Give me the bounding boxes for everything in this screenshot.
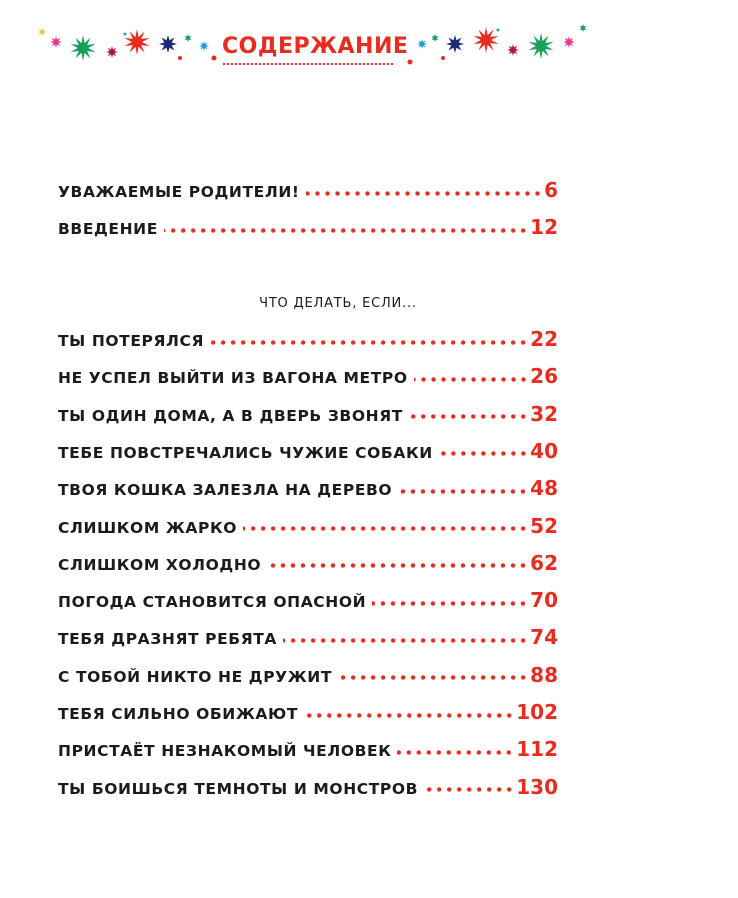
dot-leader <box>338 675 528 680</box>
toc-entry-label: УВАЖАЕМЫЕ РОДИТЕЛИ! <box>58 183 300 201</box>
dot-leader <box>304 713 514 718</box>
dot-leader <box>267 563 528 568</box>
toc-entry[interactable] <box>58 439 558 463</box>
toc-entry[interactable] <box>58 402 558 426</box>
toc-entry[interactable] <box>58 551 558 575</box>
toc-entry-page: 48 <box>530 476 558 501</box>
page-title: СОДЕРЖАНИЕ <box>222 34 409 59</box>
toc-entry-page: 112 <box>516 737 558 762</box>
toc-entry-label: НЕ УСПЕЛ ВЫЙТИ ИЗ ВАГОНА МЕТРО <box>58 369 408 388</box>
toc-entry-label: ТЕБЯ ДРАЗНЯТ РЕБЯТА <box>58 630 278 649</box>
toc-entry-intro-1[interactable] <box>58 215 558 239</box>
toc-entry-page: 130 <box>516 774 558 799</box>
dot-leader <box>372 601 528 606</box>
dot-leader <box>397 750 514 755</box>
toc-entry-page: 74 <box>530 625 558 650</box>
toc-entry[interactable] <box>58 775 558 799</box>
toc-entry-page: 52 <box>530 513 558 538</box>
dot-leader <box>409 414 528 419</box>
table-of-contents <box>58 0 558 898</box>
firework-star <box>563 36 575 48</box>
toc-entry-label: С ТОБОЙ НИКТО НЕ ДРУЖИТ <box>58 667 333 686</box>
toc-entry-label: ТЫ ПОТЕРЯЛСЯ <box>58 332 205 350</box>
dot-leader <box>164 228 528 233</box>
toc-entry-page: 62 <box>530 550 558 575</box>
toc-entry-label: СЛИШКОМ ХОЛОДНО <box>58 555 262 574</box>
toc-entry-page: 32 <box>530 401 558 426</box>
toc-entry[interactable] <box>58 327 558 351</box>
toc-entry-intro-0[interactable] <box>58 178 558 202</box>
toc-entry-label: ПРИСТАЁТ НЕЗНАКОМЫЙ ЧЕЛОВЕК <box>58 742 392 761</box>
section-heading: ЧТО ДЕЛАТЬ, ЕСЛИ... <box>259 296 417 311</box>
toc-entry-label: ТЫ БОИШЬСЯ ТЕМНОТЫ И МОНСТРОВ <box>58 779 419 798</box>
toc-entry[interactable] <box>58 663 558 687</box>
toc-entry[interactable] <box>58 514 558 538</box>
toc-entry-page: 22 <box>530 327 558 351</box>
toc-entry-page: 102 <box>516 700 558 724</box>
toc-entry[interactable] <box>58 476 558 500</box>
toc-entry[interactable] <box>58 625 558 649</box>
dot-leader <box>210 340 528 345</box>
toc-entry-page: 26 <box>530 364 558 389</box>
dot-leader <box>424 787 514 792</box>
dot-leader <box>283 638 528 643</box>
toc-entry-label: ТЕБЕ ПОВСТРЕЧАЛИСЬ ЧУЖИЕ СОБАКИ <box>58 443 433 462</box>
toc-entry-label: ПОГОДА СТАНОВИТСЯ ОПАСНОЙ <box>58 593 367 612</box>
dot-leader <box>306 191 543 196</box>
toc-entry[interactable] <box>58 737 558 761</box>
firework-star <box>580 24 587 32</box>
dot-leader <box>243 526 528 531</box>
toc-entry-label: ТЕБЯ СИЛЬНО ОБИЖАЮТ <box>58 705 298 723</box>
toc-entry-label: ТЫ ОДИН ДОМА, А В ДВЕРЬ ЗВОНЯТ <box>58 406 403 425</box>
firework-star <box>39 28 46 36</box>
toc-entry-label: ВВЕДЕНИЕ <box>58 220 158 238</box>
toc-entry-page: 40 <box>530 438 558 463</box>
toc-entry-page: 70 <box>530 588 558 613</box>
dot-leader <box>414 377 529 382</box>
toc-entry-label: СЛИШКОМ ЖАРКО <box>58 518 238 537</box>
toc-entry[interactable] <box>58 588 558 612</box>
toc-entry-page: 88 <box>530 662 558 687</box>
toc-entry-page: 12 <box>530 215 558 239</box>
dot-leader <box>398 489 528 494</box>
toc-entry[interactable] <box>58 700 558 724</box>
dot-leader <box>439 451 528 456</box>
toc-entry[interactable] <box>58 364 558 388</box>
toc-entry-label: ТВОЯ КОШКА ЗАЛЕЗЛА НА ДЕРЕВО <box>58 481 393 500</box>
toc-entry-page: 6 <box>544 178 558 202</box>
